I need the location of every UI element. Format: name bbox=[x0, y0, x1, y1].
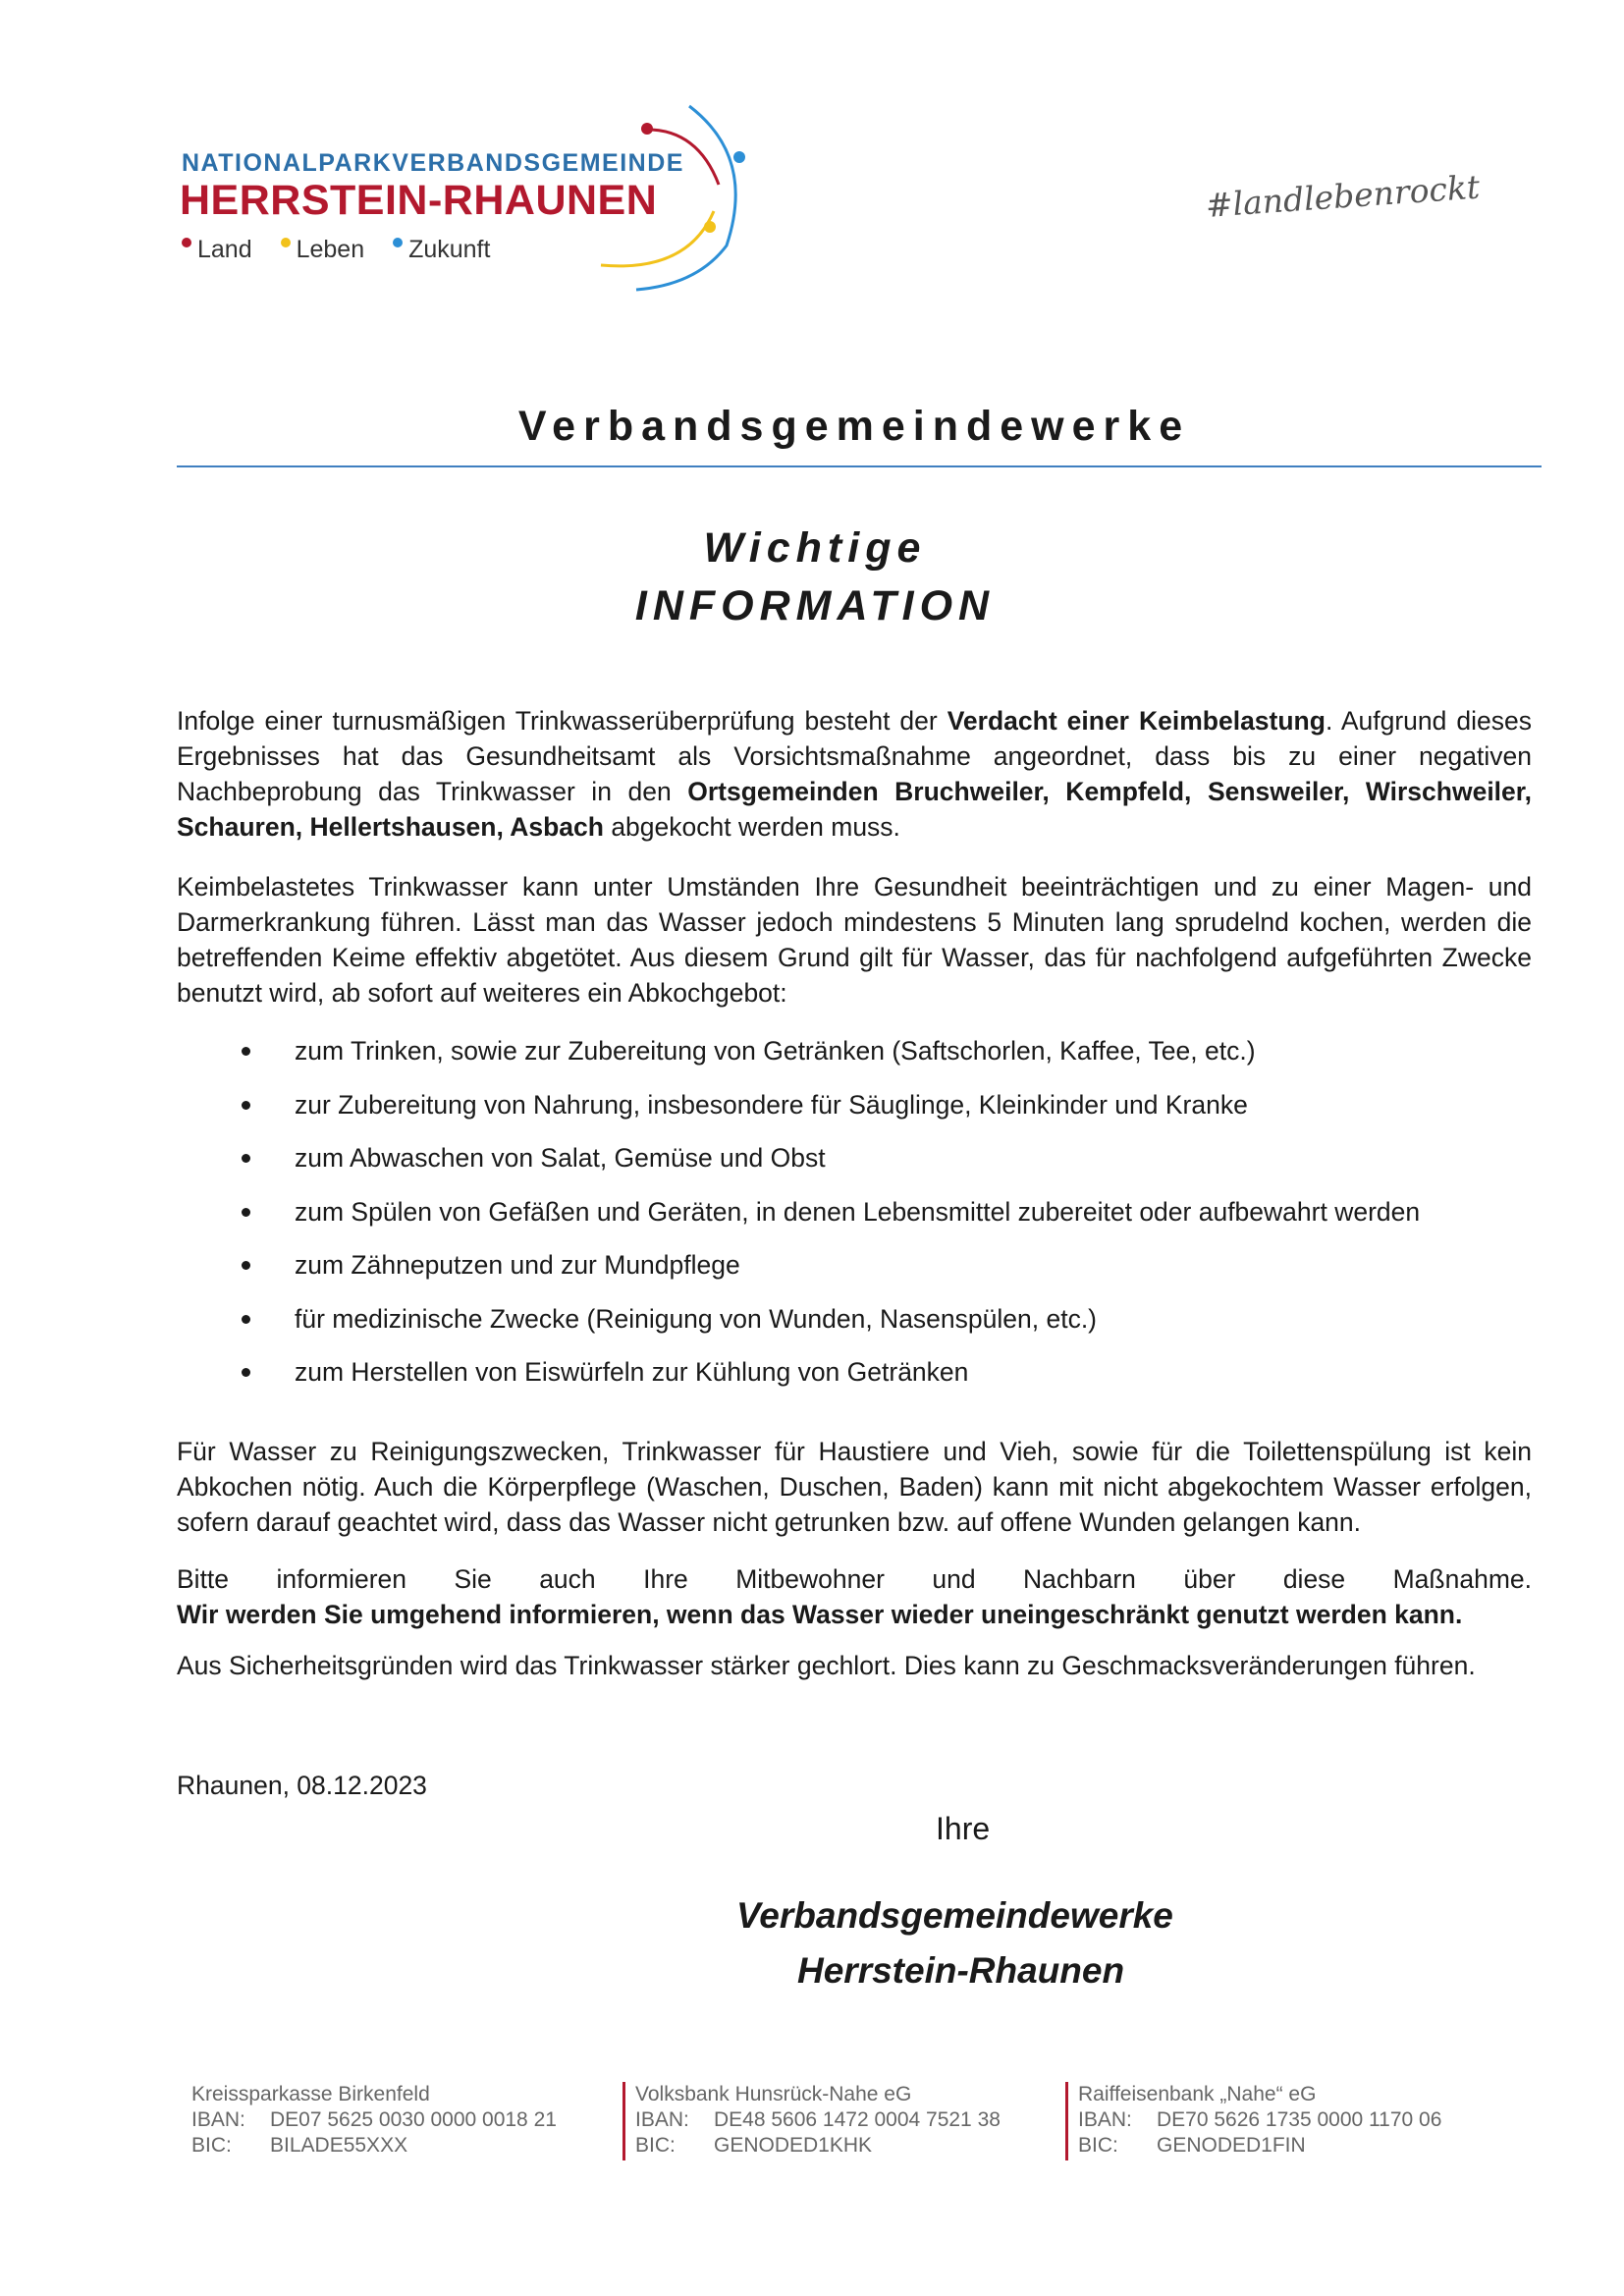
inform-notice: Wir werden Sie umgehend informieren, wenn das Wasser wieder uneingeschränkt genutzt werden kann. bbox=[177, 1600, 1463, 1629]
logo-tagline bbox=[182, 236, 512, 264]
bullet-icon bbox=[242, 1315, 250, 1324]
hashtag: #landlebenrockt bbox=[1204, 167, 1482, 225]
logo-line-1: NATIONALPARKVERBANDSGEMEINDE bbox=[182, 149, 684, 177]
bic: GENODED1KHK bbox=[714, 2134, 873, 2157]
bullet-icon bbox=[242, 1261, 250, 1270]
signature-line-2: Herrstein-Rhaunen bbox=[797, 1950, 1125, 1991]
bank-name: Kreissparkasse Birkenfeld bbox=[191, 2083, 430, 2105]
red-dot-icon bbox=[182, 238, 191, 247]
bullet-icon bbox=[242, 1368, 250, 1377]
bank-divider bbox=[623, 2082, 625, 2160]
list-item: zum Herstellen von Eiswürfeln zur Kühlung von Getränken bbox=[224, 1354, 1559, 1408]
paragraph-3: Für Wasser zu Reinigungszwecken, Trinkwasser für Haustiere und Vieh, sowie für die Toilettenspülung ist kein Abkochen nötig. Auch die Körperpflege (Waschen, Duschen, Baden) kann mit nicht abgekochtem Wasser erfolgen, sofern darauf geachtet wird, dass das Wasser nicht getrunken bzw. auf offene Wunden gelangen kann. bbox=[177, 1437, 1532, 1537]
bullet-icon bbox=[242, 1208, 250, 1217]
blue-dot-icon bbox=[393, 238, 403, 247]
bank-info-volksbank: Volksbank Hunsrück-Nahe eG IBAN: DE48 5606 1472 0004 7521 38 BIC: GENODED1KHK bbox=[635, 2082, 1001, 2159]
logo-arcs-icon bbox=[579, 98, 766, 304]
department-title: Verbandsgemeindewerke bbox=[517, 403, 1191, 450]
list-item: zum Trinken, sowie zur Zubereitung von Getränken (Saftschorlen, Kaffee, Tee, etc.) bbox=[224, 1033, 1559, 1087]
bank-info-raiffeisenbank: Raiffeisenbank „Nahe“ eG IBAN: DE70 5626 1735 0000 1170 06 BIC: GENODED1FIN bbox=[1078, 2082, 1441, 2159]
yellow-dot-icon bbox=[281, 238, 291, 247]
list-item: zum Abwaschen von Salat, Gemüse und Obst bbox=[224, 1140, 1559, 1194]
ortsgemeinden-highlight: Ortsgemeinden Bruchweiler, Kempfeld, Sensweiler, Wirschweiler, Schauren, Hellertshausen, Asbach bbox=[177, 777, 1532, 842]
tagline-item-land: Land bbox=[182, 236, 252, 263]
iban: DE70 5626 1735 0000 1170 06 bbox=[1157, 2108, 1442, 2131]
signature-line-1: Verbandsgemeindewerke bbox=[736, 1895, 1173, 1936]
tagline-item-leben: Leben bbox=[281, 236, 365, 263]
paragraph-2: Keimbelastetes Trinkwasser kann unter Umständen Ihre Gesundheit beeinträchtigen und zu einer Magen- und Darmerkrankung führen. Lässt man das Wasser jedoch mindestens 5 Minuten lang sprudelnd kochen, werden die betreffenden Keime effektiv abgetötet. Aus diesem Grund gilt für Wasser, das für nachfolgend aufgeführten Zwecke benutzt wird, ab sofort auf weiteres ein Abkochgebot: bbox=[177, 872, 1532, 1008]
bank-name: Volksbank Hunsrück-Nahe eG bbox=[635, 2083, 912, 2105]
headline-line-2: INFORMATION bbox=[634, 582, 996, 629]
paragraph-1: Infolge einer turnusmäßigen Trinkwasserüberprüfung besteht der Verdacht einer Keimbelastung. Aufgrund dieses Ergebnisses hat das Gesundheitsamt als Vorsichtsmaßnahme angeordnet, dass bis zu einer negativen Nachbeprobung das Trinkwasser in den Ortsgemeinden Bruchweiler, Kempfeld, Sensweiler, Wirschweiler, Schauren, Hellertshausen, Asbach abgekocht werden muss. bbox=[177, 706, 1532, 842]
closing: Ihre bbox=[936, 1811, 991, 1846]
tagline-item-zukunft: Zukunft bbox=[393, 236, 490, 263]
bullet-icon bbox=[242, 1154, 250, 1163]
paragraph-4: Bitte informieren Sie auch Ihre Mitbewohner und Nachbarn über diese Maßnahme. Wir werden Sie umgehend informieren, wenn das Wasser wieder uneingeschränkt genutzt werden kann. bbox=[177, 1564, 1532, 1629]
bullet-list bbox=[224, 1033, 1559, 1408]
list-item: zum Spülen von Gefäßen und Geräten, in denen Lebensmittel zubereitet oder aufbewahrt werden bbox=[224, 1194, 1559, 1248]
bank-info-kreissparkasse: Kreissparkasse Birkenfeld IBAN: DE07 5625 0030 0000 0018 21 BIC: BILADE55XXX bbox=[191, 2083, 557, 2157]
list-item: zum Zähneputzen und zur Mundpflege bbox=[224, 1247, 1559, 1301]
keimbelastung-highlight: Verdacht einer Keimbelastung bbox=[947, 706, 1326, 736]
bank-name: Raiffeisenbank „Nahe“ eG bbox=[1078, 2083, 1317, 2105]
iban: DE07 5625 0030 0000 0018 21 bbox=[270, 2108, 557, 2131]
logo-line-2: HERRSTEIN-RHAUNEN bbox=[180, 177, 658, 224]
place-date: Rhaunen, 08.12.2023 bbox=[177, 1771, 427, 1800]
paragraph-5: Aus Sicherheitsgründen wird das Trinkwasser stärker gechlort. Dies kann zu Geschmacksveränderungen führen. bbox=[177, 1651, 1476, 1680]
bic: GENODED1FIN bbox=[1157, 2134, 1306, 2157]
divider bbox=[177, 465, 1542, 467]
bullet-icon bbox=[242, 1047, 250, 1056]
headline-line-1: Wichtige bbox=[703, 524, 927, 572]
bullet-icon bbox=[242, 1101, 250, 1110]
iban: DE48 5606 1472 0004 7521 38 bbox=[714, 2108, 1001, 2131]
bic: BILADE55XXX bbox=[270, 2134, 408, 2157]
bank-divider bbox=[1065, 2082, 1068, 2160]
list-item: für medizinische Zwecke (Reinigung von Wunden, Nasenspülen, etc.) bbox=[224, 1301, 1559, 1355]
list-item: zur Zubereitung von Nahrung, insbesondere für Säuglinge, Kleinkinder und Kranke bbox=[224, 1087, 1559, 1141]
